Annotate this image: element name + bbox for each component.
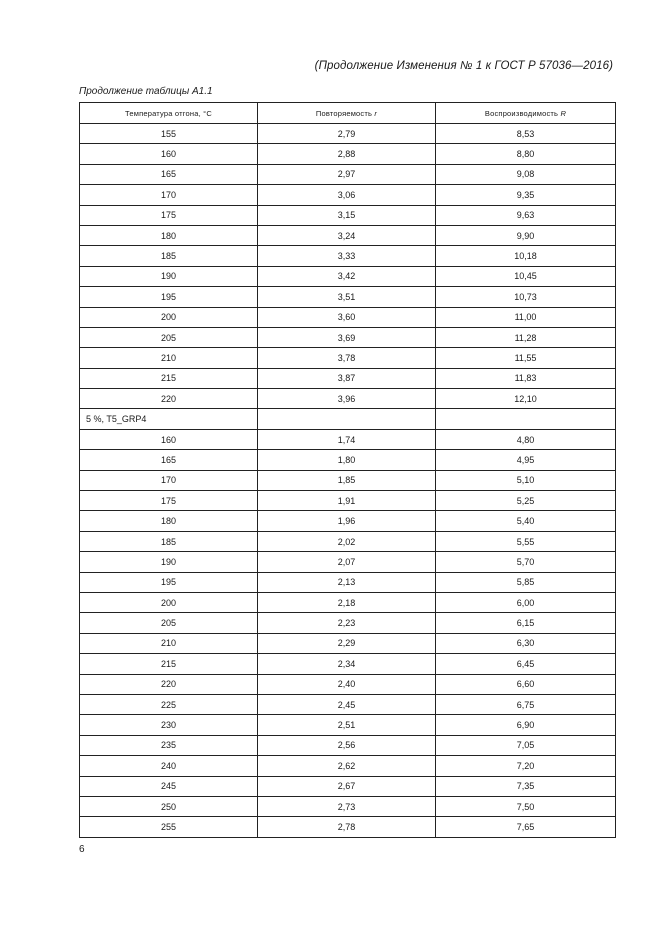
cell-repeatability: 3,78 — [258, 348, 436, 368]
table-header — [80, 103, 616, 124]
cell-reproducibility: 6,60 — [436, 674, 616, 694]
cell-temperature: 250 — [80, 796, 258, 816]
cell-repeatability: 2,34 — [258, 654, 436, 674]
cell-temperature: 200 — [80, 307, 258, 327]
cell-reproducibility: 7,35 — [436, 776, 616, 796]
cell-temperature: 180 — [80, 225, 258, 245]
cell-reproducibility: 5,70 — [436, 552, 616, 572]
reproducibility-symbol: R — [560, 108, 567, 118]
cell-temperature: 155 — [80, 124, 258, 144]
cell-reproducibility: 7,65 — [436, 817, 616, 837]
cell-reproducibility: 11,28 — [436, 327, 616, 347]
table-row — [80, 225, 616, 245]
precision-table — [79, 102, 616, 838]
cell-temperature: 160 — [80, 429, 258, 449]
cell-repeatability: 2,62 — [258, 756, 436, 776]
cell-temperature: 185 — [80, 246, 258, 266]
group-label: 5 %, T5_GRP4 — [80, 409, 258, 429]
column-header-temperature: Температура отгона, °С — [80, 103, 258, 124]
table-row — [80, 307, 616, 327]
cell-reproducibility: 4,95 — [436, 450, 616, 470]
cell-temperature: 210 — [80, 633, 258, 653]
cell-repeatability: 3,24 — [258, 225, 436, 245]
cell-temperature: 190 — [80, 552, 258, 572]
table-row — [80, 817, 616, 837]
cell-temperature: 170 — [80, 470, 258, 490]
table-row — [80, 735, 616, 755]
cell-reproducibility: 5,55 — [436, 531, 616, 551]
column-header-reproducibility — [436, 103, 616, 124]
table-row — [80, 124, 616, 144]
cell-repeatability: 2,40 — [258, 674, 436, 694]
cell-repeatability: 2,88 — [258, 144, 436, 164]
cell-reproducibility: 6,15 — [436, 613, 616, 633]
cell-repeatability: 3,42 — [258, 266, 436, 286]
cell-reproducibility: 9,63 — [436, 205, 616, 225]
cell-reproducibility: 5,40 — [436, 511, 616, 531]
cell-reproducibility: 6,90 — [436, 715, 616, 735]
table-row — [80, 450, 616, 470]
table-body — [80, 124, 616, 838]
cell-repeatability: 2,56 — [258, 735, 436, 755]
cell-repeatability: 3,69 — [258, 327, 436, 347]
table-row — [80, 164, 616, 184]
table-row — [80, 674, 616, 694]
cell-reproducibility: 9,08 — [436, 164, 616, 184]
table-row — [80, 185, 616, 205]
cell-reproducibility: 6,45 — [436, 654, 616, 674]
cell-reproducibility: 5,10 — [436, 470, 616, 490]
cell-reproducibility: 8,80 — [436, 144, 616, 164]
cell-reproducibility: 7,50 — [436, 796, 616, 816]
table-row — [80, 694, 616, 714]
table-row — [80, 368, 616, 388]
cell-reproducibility: 6,00 — [436, 592, 616, 612]
cell-temperature: 255 — [80, 817, 258, 837]
table-row — [80, 470, 616, 490]
cell-reproducibility: 10,18 — [436, 246, 616, 266]
cell-reproducibility: 4,80 — [436, 429, 616, 449]
table-row — [80, 246, 616, 266]
cell-reproducibility: 11,00 — [436, 307, 616, 327]
cell-temperature: 240 — [80, 756, 258, 776]
cell-repeatability: 2,07 — [258, 552, 436, 572]
cell-repeatability: 3,60 — [258, 307, 436, 327]
cell-repeatability: 3,33 — [258, 246, 436, 266]
cell-repeatability: 3,06 — [258, 185, 436, 205]
table-row — [80, 348, 616, 368]
table-row — [80, 552, 616, 572]
cell-temperature: 195 — [80, 572, 258, 592]
cell-reproducibility: 7,20 — [436, 756, 616, 776]
cell-reproducibility: 11,55 — [436, 348, 616, 368]
cell-temperature: 190 — [80, 266, 258, 286]
table-row — [80, 491, 616, 511]
table-row — [80, 144, 616, 164]
group-empty-cell-R — [436, 409, 616, 429]
cell-temperature: 195 — [80, 287, 258, 307]
cell-temperature: 180 — [80, 511, 258, 531]
cell-temperature: 210 — [80, 348, 258, 368]
cell-repeatability: 2,18 — [258, 592, 436, 612]
table-row — [80, 654, 616, 674]
table-row — [80, 511, 616, 531]
cell-temperature: 205 — [80, 327, 258, 347]
table-row — [80, 287, 616, 307]
cell-reproducibility: 10,45 — [436, 266, 616, 286]
cell-reproducibility: 7,05 — [436, 735, 616, 755]
cell-repeatability: 2,29 — [258, 633, 436, 653]
cell-repeatability: 3,15 — [258, 205, 436, 225]
cell-temperature: 175 — [80, 491, 258, 511]
group-row — [80, 409, 616, 429]
cell-repeatability: 3,96 — [258, 389, 436, 409]
cell-repeatability: 2,02 — [258, 531, 436, 551]
cell-reproducibility: 5,85 — [436, 572, 616, 592]
table-row — [80, 327, 616, 347]
table-row — [80, 266, 616, 286]
cell-reproducibility: 11,83 — [436, 368, 616, 388]
table-row — [80, 776, 616, 796]
cell-temperature: 175 — [80, 205, 258, 225]
cell-reproducibility: 9,35 — [436, 185, 616, 205]
cell-repeatability: 2,45 — [258, 694, 436, 714]
reproducibility-label: Воспроизводимость — [484, 108, 559, 118]
cell-repeatability: 2,79 — [258, 124, 436, 144]
table-row — [80, 756, 616, 776]
cell-reproducibility: 5,25 — [436, 491, 616, 511]
table-row — [80, 796, 616, 816]
cell-repeatability: 1,91 — [258, 491, 436, 511]
cell-temperature: 230 — [80, 715, 258, 735]
cell-repeatability: 1,96 — [258, 511, 436, 531]
cell-temperature: 165 — [80, 450, 258, 470]
table-row — [80, 389, 616, 409]
cell-repeatability: 3,51 — [258, 287, 436, 307]
cell-temperature: 220 — [80, 674, 258, 694]
cell-repeatability: 1,74 — [258, 429, 436, 449]
cell-repeatability: 2,13 — [258, 572, 436, 592]
repeatability-symbol: r — [374, 108, 378, 118]
cell-reproducibility: 6,75 — [436, 694, 616, 714]
cell-reproducibility: 6,30 — [436, 633, 616, 653]
cell-reproducibility: 8,53 — [436, 124, 616, 144]
cell-temperature: 245 — [80, 776, 258, 796]
cell-reproducibility: 12,10 — [436, 389, 616, 409]
repeatability-label: Повторяемость — [315, 108, 373, 118]
cell-temperature: 205 — [80, 613, 258, 633]
table-row — [80, 633, 616, 653]
cell-reproducibility: 9,90 — [436, 225, 616, 245]
cell-temperature: 220 — [80, 389, 258, 409]
cell-repeatability: 2,73 — [258, 796, 436, 816]
cell-repeatability: 2,78 — [258, 817, 436, 837]
cell-repeatability: 2,67 — [258, 776, 436, 796]
cell-temperature: 200 — [80, 592, 258, 612]
cell-temperature: 215 — [80, 654, 258, 674]
table-row — [80, 205, 616, 225]
cell-temperature: 225 — [80, 694, 258, 714]
group-empty-cell-r — [258, 409, 436, 429]
table-row — [80, 592, 616, 612]
table-row — [80, 531, 616, 551]
cell-temperature: 185 — [80, 531, 258, 551]
cell-repeatability: 3,87 — [258, 368, 436, 388]
cell-repeatability: 2,97 — [258, 164, 436, 184]
table-row — [80, 572, 616, 592]
column-header-repeatability — [258, 103, 436, 124]
table-caption: Продолжение таблицы А1.1 — [79, 86, 213, 97]
cell-repeatability: 1,80 — [258, 450, 436, 470]
cell-temperature: 160 — [80, 144, 258, 164]
cell-temperature: 215 — [80, 368, 258, 388]
cell-repeatability: 1,85 — [258, 470, 436, 490]
cell-temperature: 235 — [80, 735, 258, 755]
cell-temperature: 165 — [80, 164, 258, 184]
cell-temperature: 170 — [80, 185, 258, 205]
running-header: (Продолжение Изменения № 1 к ГОСТ Р 57036—2016) — [314, 60, 613, 72]
table-row — [80, 715, 616, 735]
cell-reproducibility: 10,73 — [436, 287, 616, 307]
cell-repeatability: 2,23 — [258, 613, 436, 633]
page-number: 6 — [79, 844, 85, 855]
table-row — [80, 613, 616, 633]
table-row — [80, 429, 616, 449]
cell-repeatability: 2,51 — [258, 715, 436, 735]
